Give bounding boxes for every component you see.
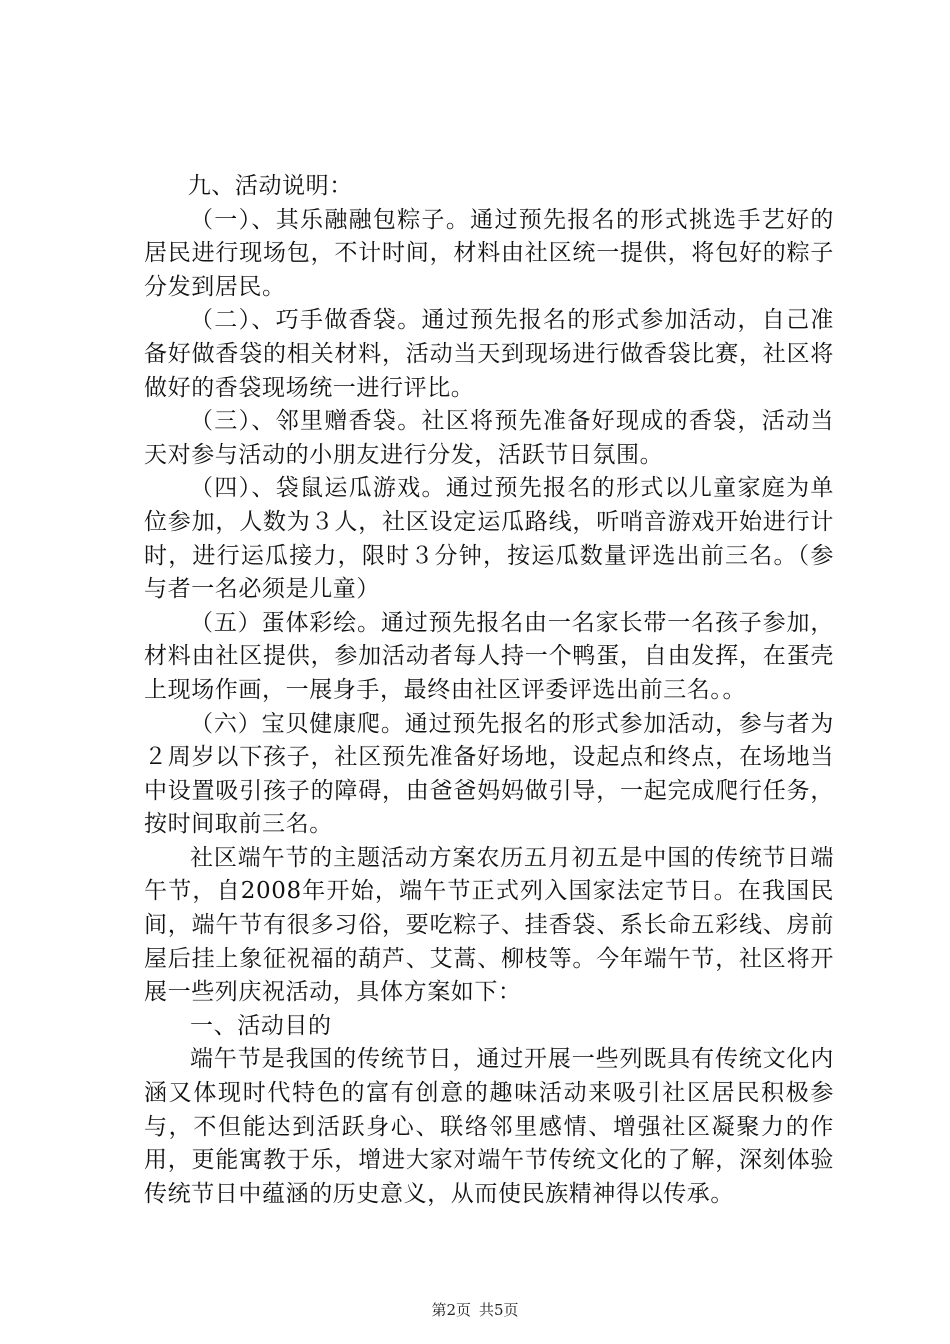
paragraph-item-1: （一）、其乐融融包粽子。通过预先报名的形式挑选手艺好的居民进行现场包，不计时间，材料由社区统一提供，将包好的粽子分发到居民。 [144,206,834,300]
page-footer [0,1300,950,1320]
page-number: 第2页 [431,1301,471,1319]
paragraph-item-5: （五）蛋体彩绘。通过预先报名由一名家长带一名孩子参加，材料由社区提供，参加活动者每人持一个鸭蛋，自由发挥，在蛋壳上现场作画，一展身手，最终由社区评委评选出前三名。。 [144,609,834,703]
paragraph-item-6: （六）宝贝健康爬。通过预先报名的形式参加活动，参与者为２周岁以下孩子，社区预先准备好场地，设起点和终点，在场地当中设置吸引孩子的障碍，由爸爸妈妈做引导，一起完成爬行任务，按时间取前三名。 [144,710,834,838]
page-total: 共5页 [479,1301,519,1319]
section-heading-purpose: 一、活动目的 [190,1012,332,1039]
paragraph-item-4: （四）、袋鼠运瓜游戏。通过预先报名的形式以儿童家庭为单位参加，人数为３人，社区设定运瓜路线，听哨音游戏开始进行计时，进行运瓜接力，限时３分钟，按运瓜数量评选出前三名。（参与者一名必须是儿童） [144,475,834,603]
paragraph-item-2: （二）、巧手做香袋。通过预先报名的形式参加活动，自己准备好做香袋的相关材料，活动当天到现场进行做香袋比赛，社区将做好的香袋现场统一进行评比。 [144,307,834,401]
document-body [144,170,834,1211]
section-heading-activity-notes: 九、活动说明： [187,173,353,199]
paragraph-item-3: （三）、邻里赠香袋。社区将预先准备好现成的香袋，活动当天对参与活动的小朋友进行分发，活跃节日氛围。 [144,408,834,468]
paragraph-intro: 社区端午节的主题活动方案农历五月初五是中国的传统节日端午节，自2008年开始，端午节正式列入国家法定节日。在我国民间，端午节有很多习俗，要吃粽子、挂香袋、系长命五彩线、房前屋后挂上象征祝福的葫芦、艾蒿、柳枝等。今年端午节，社区将开展一些列庆祝活动，具体方案如下： [144,844,834,1006]
paragraph-purpose: 端午节是我国的传统节日，通过开展一些列既具有传统文化内涵又体现时代特色的富有创意的趣味活动来吸引社区居民积极参与，不但能达到活跃身心、联络邻里感情、增强社区凝聚力的作用，更能寓教于乐，增进大家对端午节传统文化的了解，深刻体验传统节日中蕴涵的历史意义，从而使民族精神得以传承。 [144,1046,834,1207]
